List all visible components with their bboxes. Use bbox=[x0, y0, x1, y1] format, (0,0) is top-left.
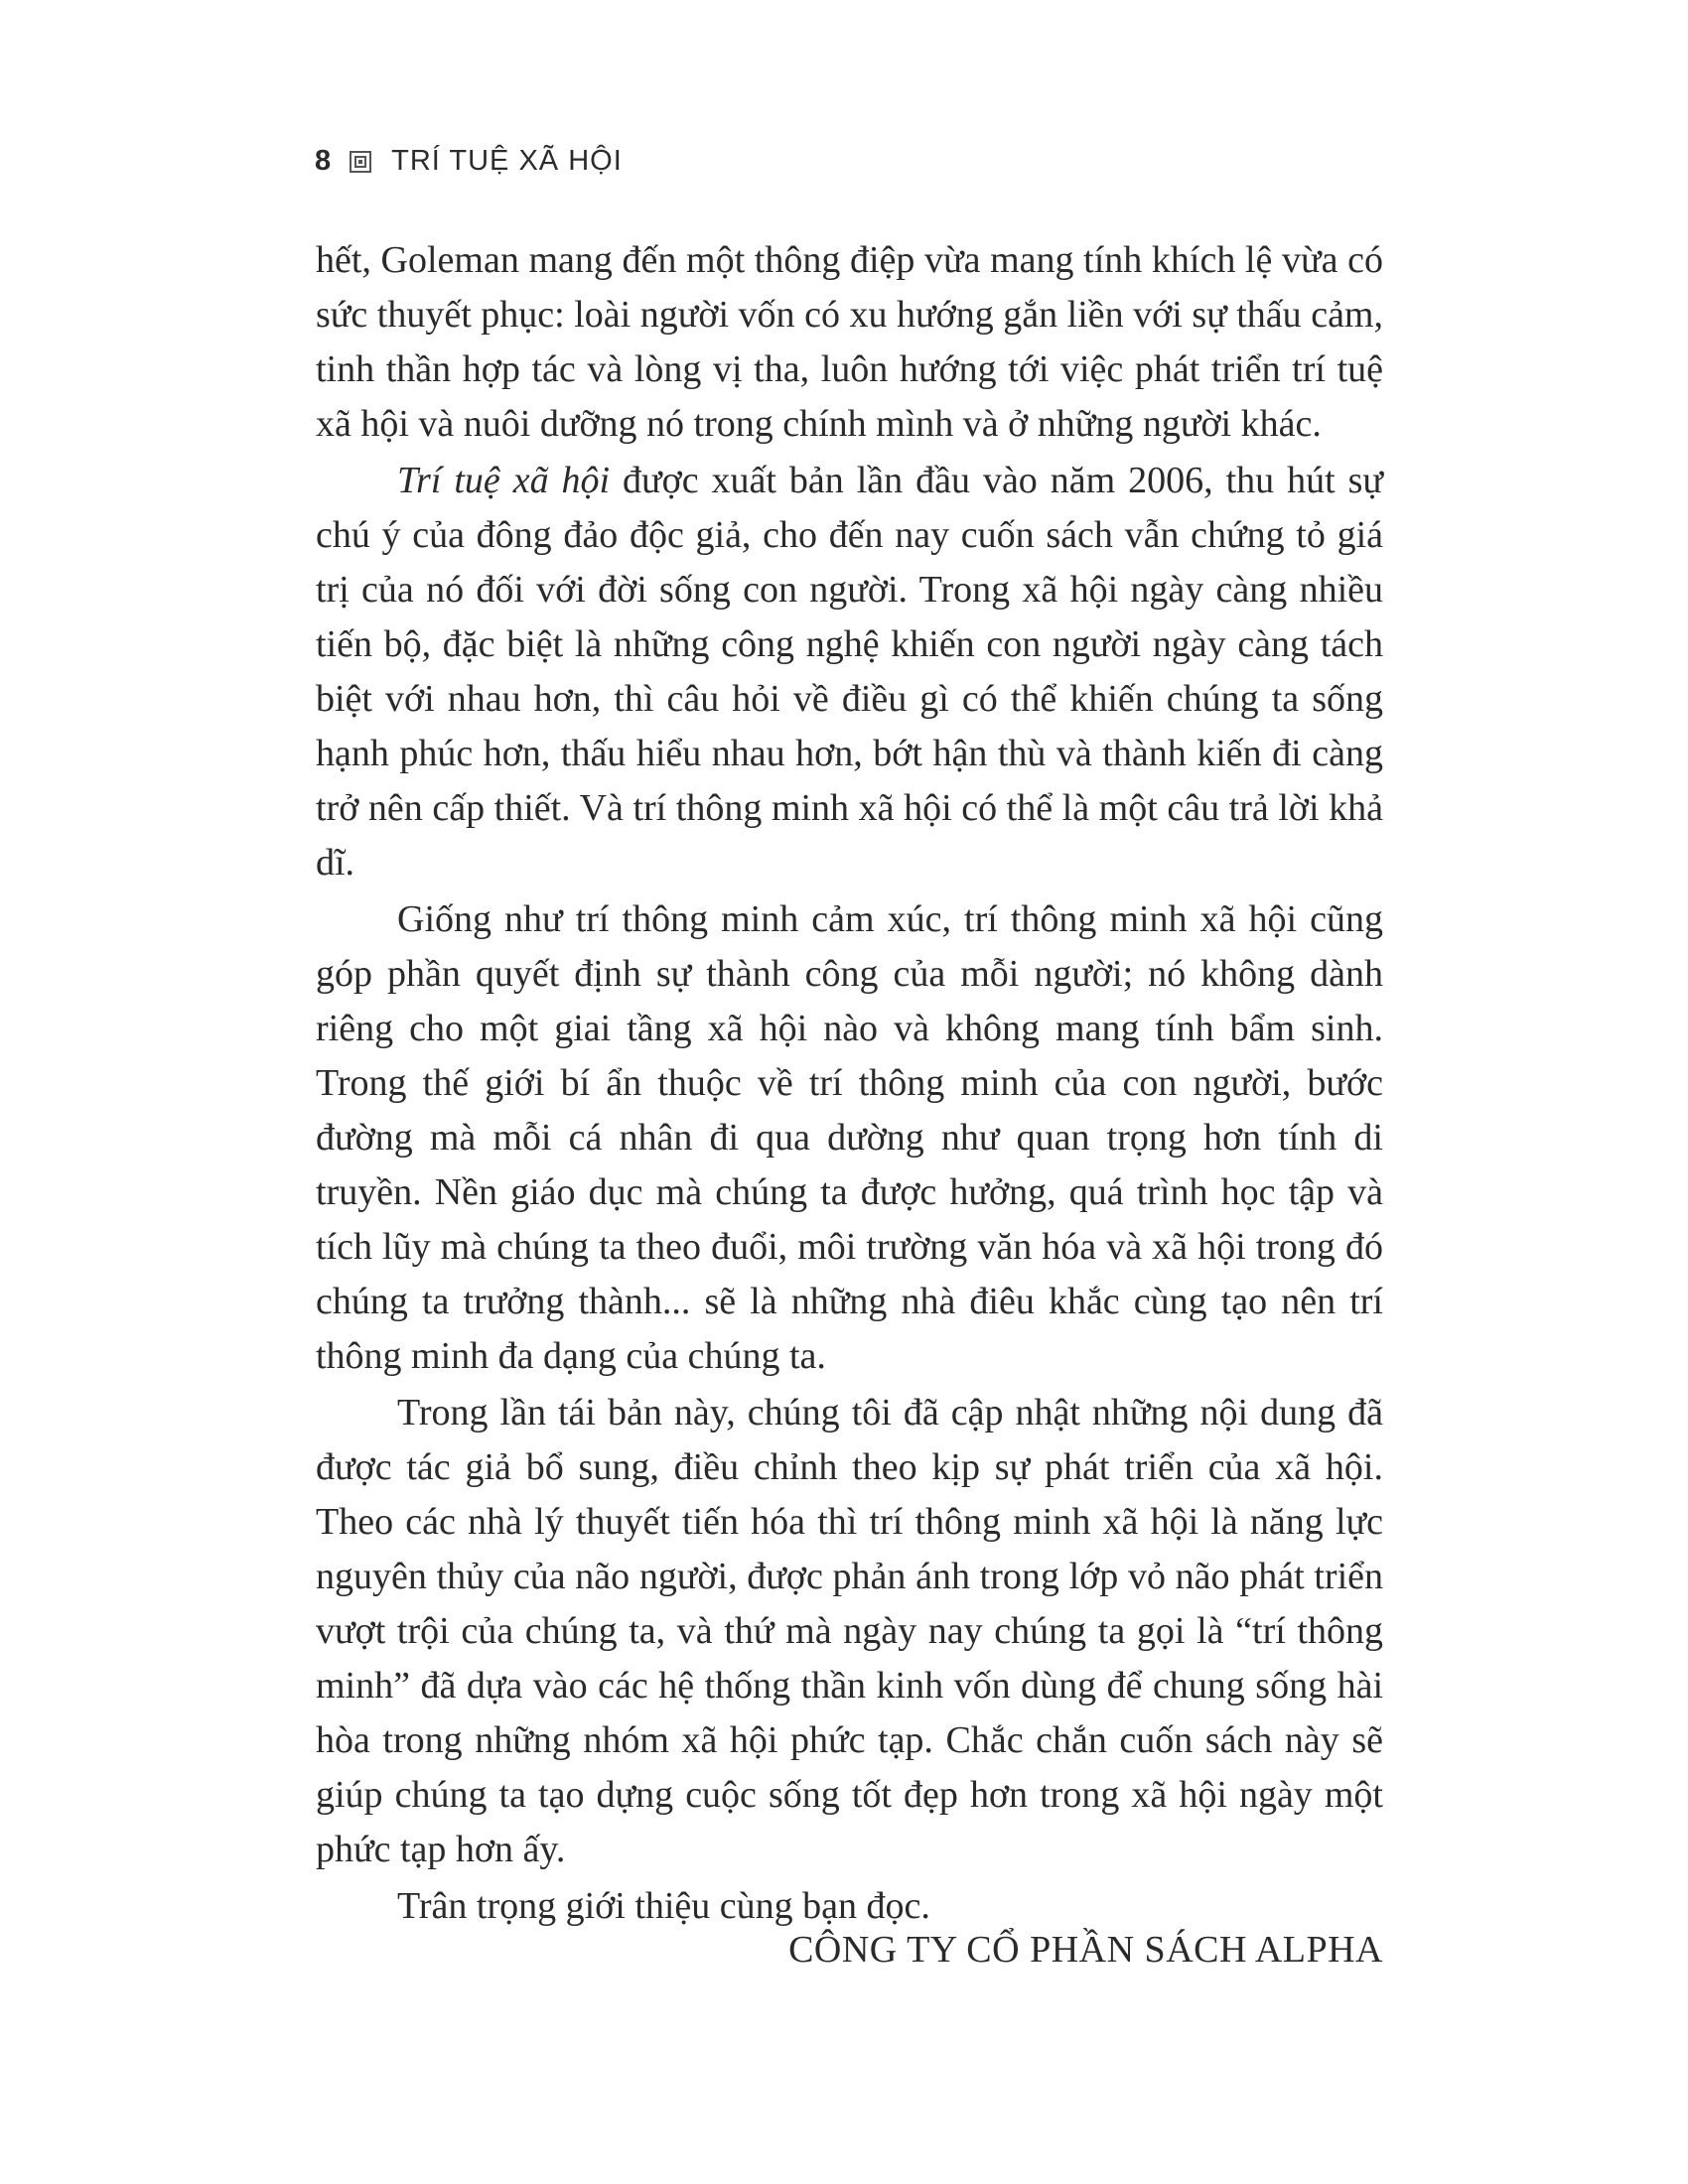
body-text bbox=[316, 233, 1383, 1936]
running-header bbox=[315, 145, 623, 178]
paragraph-1: hết, Goleman mang đến một thông điệp vừa mang tính khích lệ vừa có sức thuyết phục: loài người vốn có xu hướng gắn liền với sự thấu cảm, tinh thần hợp tác và lòng vị tha, luôn hướng tới việc phát triển trí tuệ xã hội và nuôi dưỡng nó trong chính mình và ở những người khác. bbox=[316, 239, 1383, 445]
paragraph-2 bbox=[316, 454, 1383, 890]
paragraph-2-text: được xuất bản lần đầu vào năm 2006, thu hút sự chú ý của đông đảo độc giả, cho đến nay cuốn sách vẫn chứng tỏ giá trị của nó đối với đời sống con người. Trong xã hội ngày càng nhiều tiến bộ, đặc biệt là những công nghệ khiến con người ngày càng tách biệt với nhau hơn, thì câu hỏi về điều gì có thể khiến chúng ta sống hạnh phúc hơn, thấu hiểu nhau hơn, bớt hận thù và thành kiến đi càng trở nên cấp thiết. Và trí thông minh xã hội có thể là một câu trả lời khả dĩ. bbox=[316, 460, 1383, 884]
running-title: TRÍ TUỆ XÃ HỘI bbox=[391, 145, 623, 177]
page-number: 8 bbox=[315, 145, 333, 177]
square-ornament-icon bbox=[350, 151, 371, 173]
paragraph-5: Trân trọng giới thiệu cùng bạn đọc. bbox=[397, 1885, 930, 1927]
paragraph-3: Giống như trí thông minh cảm xúc, trí thông minh xã hội cũng góp phần quyết định sự thành công của mỗi người; nó không dành riêng cho một giai tầng xã hội nào và không mang tính bẩm sinh. Trong thế giới bí ẩn thuộc về trí thông minh của con người, bước đường mà mỗi cá nhân đi qua dường như quan trọng hơn tính di truyền. Nền giáo dục mà chúng ta được hưởng, quá trình học tập và tích lũy mà chúng ta theo đuổi, môi trường văn hóa và xã hội trong đó chúng ta trưởng thành... sẽ là những nhà điêu khắc cùng tạo nên trí thông minh đa dạng của chúng ta. bbox=[316, 898, 1383, 1377]
publisher-signature: CÔNG TY CỔ PHẦN SÁCH ALPHA bbox=[788, 1929, 1383, 1971]
book-title-italic: Trí tuệ xã hội bbox=[397, 460, 611, 501]
paragraph-4: Trong lần tái bản này, chúng tôi đã cập nhật những nội dung đã được tác giả bổ sung, điều chỉnh theo kịp sự phát triển của xã hội. Theo các nhà lý thuyết tiến hóa thì trí thông minh xã hội là năng lực nguyên thủy của não người, được phản ánh trong lớp vỏ não phát triển vượt trội của chúng ta, và thứ mà ngày nay chúng ta gọi là “trí thông minh” đã dựa vào các hệ thống thần kinh vốn dùng để chung sống hài hòa trong những nhóm xã hội phức tạp. Chắc chắn cuốn sách này sẽ giúp chúng ta tạo dựng cuộc sống tốt đẹp hơn trong xã hội ngày một phức tạp hơn ấy. bbox=[316, 1392, 1383, 1870]
